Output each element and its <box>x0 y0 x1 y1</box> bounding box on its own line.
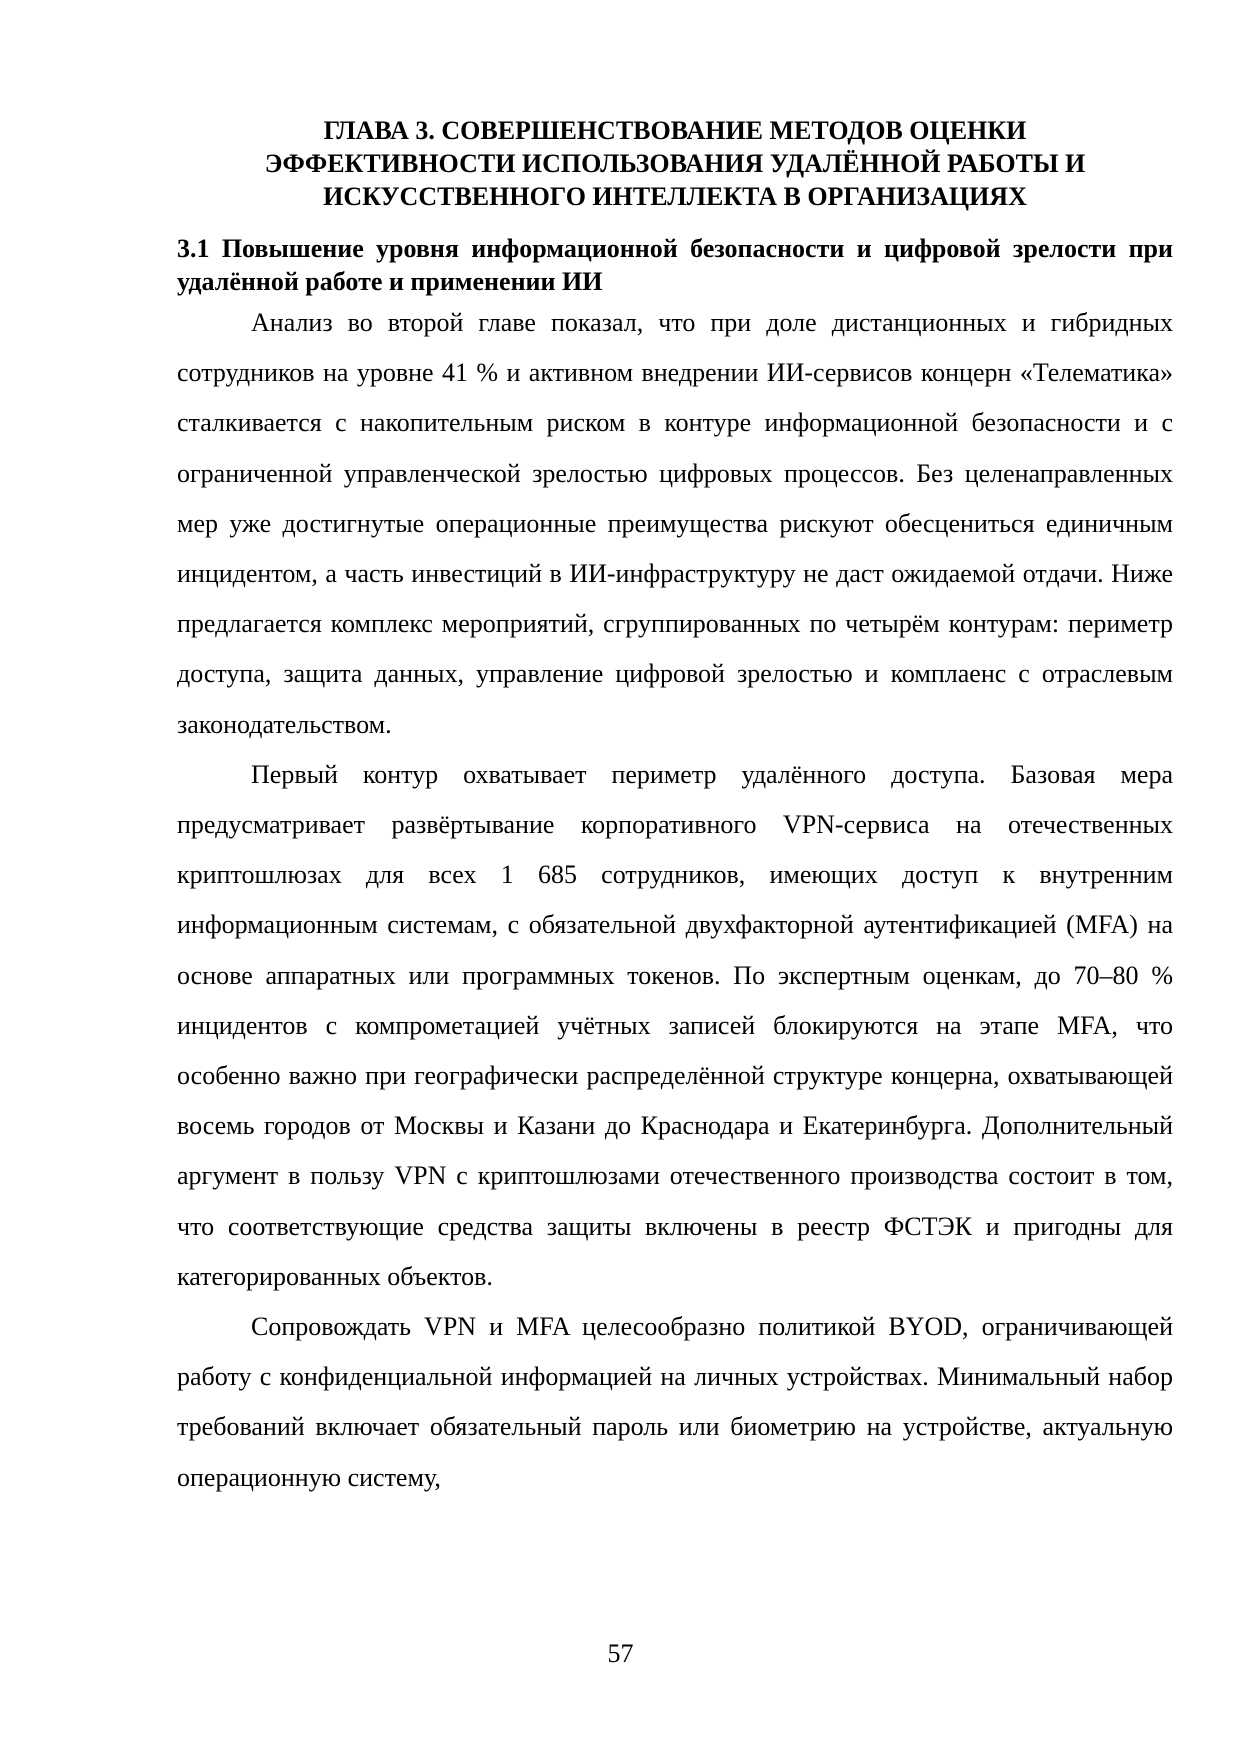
page-content <box>177 114 1173 1503</box>
chapter-title-line-3: ИСКУССТВЕННОГО ИНТЕЛЛЕКТА В ОРГАНИЗАЦИЯХ <box>323 182 1027 211</box>
paragraph-1: Анализ во второй главе показал, что при доле дистанционных и гибридных сотрудников на уровне 41 % и активном внедрении ИИ-сервисов концерн «Телематика» сталкивается с накопительным риском в контуре информационной безопасности и с ограниченной управленческой зрелостью цифровых процессов. Без целенаправленных мер уже достигнутые операционные преимущества рискуют обесцениться единичным инцидентом, а часть инвестиций в ИИ-инфраструктуру не даст ожидаемой отдачи. Ниже предлагается комплекс мероприятий, сгруппированных по четырём контурам: периметр доступа, защита данных, управление цифровой зрелостью и комплаенс с отраслевым законодательством. <box>177 308 1173 739</box>
chapter-title-line-1: ГЛАВА 3. СОВЕРШЕНСТВОВАНИЕ МЕТОДОВ ОЦЕНКИ <box>323 116 1027 145</box>
chapter-title-line-2: ЭФФЕКТИВНОСТИ ИСПОЛЬЗОВАНИЯ УДАЛЁННОЙ РАБОТЫ И <box>264 149 1086 178</box>
paragraph-3: Сопровождать VPN и MFA целесообразно политикой BYOD, ограничивающей работу с конфиденциальной информацией на личных устройствах. Минимальный набор требований включает обязательный пароль или биометрию на устройстве, актуальную операционную систему, <box>177 1312 1173 1492</box>
paragraph-2: Первый контур охватывает периметр удалённого доступа. Базовая мера предусматривает развёртывание корпоративного VPN-сервиса на отечественных криптошлюзах для всех 1 685 сотрудников, имеющих доступ к внутренним информационным системам, с обязательной двухфакторной аутентификацией (MFA) на основе аппаратных или программных токенов. По экспертным оценкам, до 70–80 % инцидентов с компрометацией учётных записей блокируются на этапе MFA, что особенно важно при географически распределённой структуре концерна, охватывающей восемь городов от Москвы и Казани до Краснодара и Екатеринбурга. Дополнительный аргумент в пользу VPN с криптошлюзами отечественного производства состоит в том, что соответствующие средства защиты включены в реестр ФСТЭК и пригодны для категорированных объектов. <box>177 759 1173 1291</box>
page-number: 57 <box>607 1639 634 1668</box>
chapter-title <box>177 114 1173 213</box>
section-title: 3.1 Повышение уровня информационной безопасности и цифровой зрелости при удалённой работе и применении ИИ <box>177 234 1173 296</box>
